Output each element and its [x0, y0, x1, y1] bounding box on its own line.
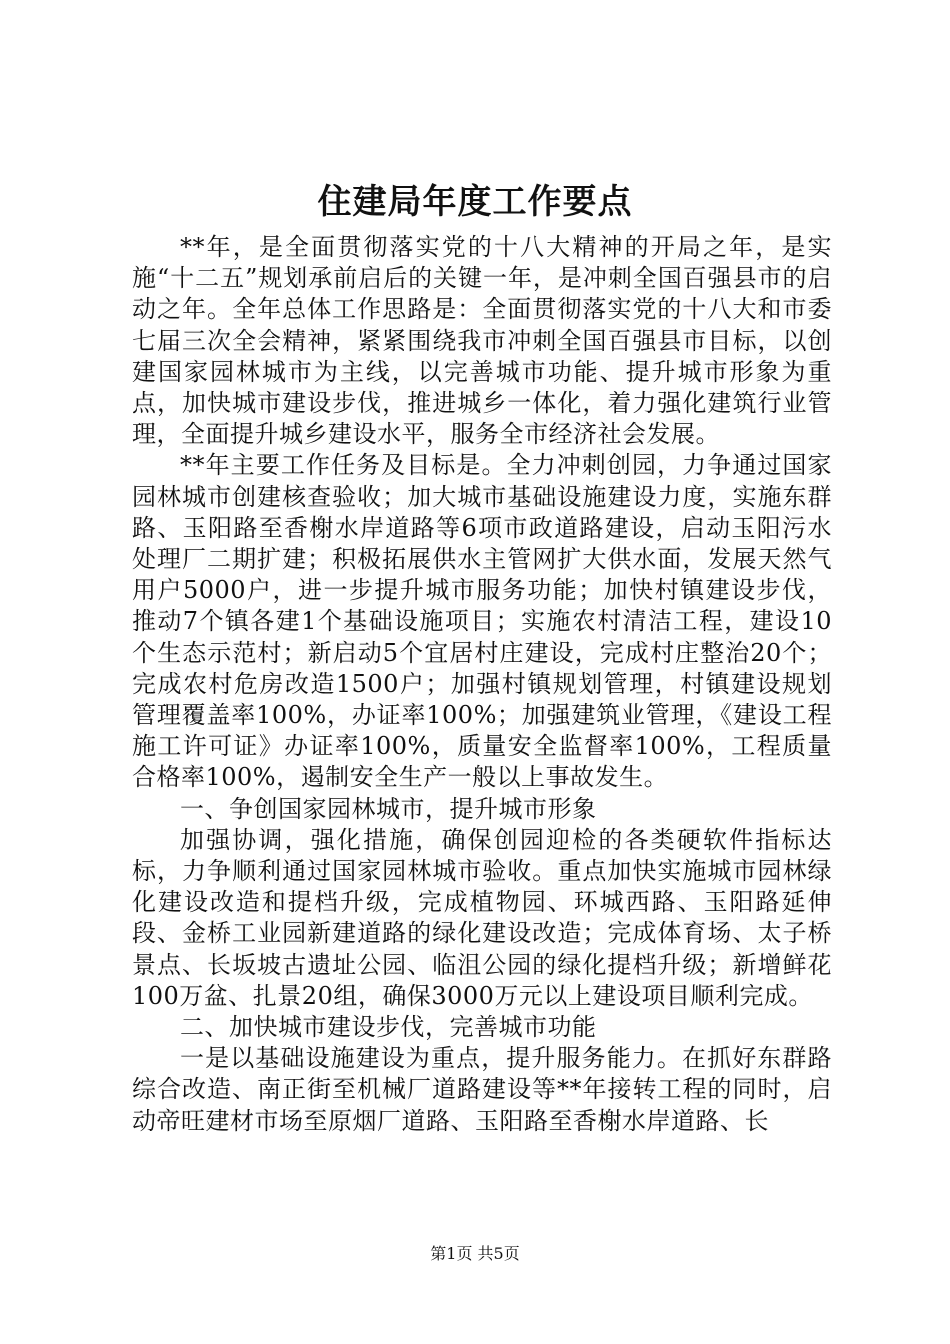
paragraph-section-1: 加强协调，强化措施，确保创园迎检的各类硬软件指标达标，力争顺利通过国家园林城市验收。重点加快实施城市园林绿化建设改造和提档升级，完成植物园、环城西路、玉阳路延伸段、金桥工业园新建道路的绿化建设改造；完成体育场、太子桥景点、长坂坡古遗址公园、临沮公园的绿化提档升级；新增鲜花100万盆、扎景20组，确保3000万元以上建设项目顺利完成。 — [132, 825, 832, 1010]
document-title: 住建局年度工作要点 — [317, 182, 633, 222]
paragraph-main-tasks: **年主要工作任务及目标是。全力冲刺创园，力争通过国家园林城市创建核查验收；加大城市基础设施建设力度，实施东群路、玉阳路至香榭水岸道路等6项市政道路建设，启动玉阳污水处理厂二期扩建；积极拓展供水主管网扩大供水面，发展天然气用户5000户，进一步提升城市服务功能；加快村镇建设步伐，推动7个镇各建1个基础设施项目；实施农村清洁工程，建设10个生态示范村；新启动5个宜居村庄建设，完成村庄整治20个；完成农村危房改造1500户；加强村镇规划管理，村镇建设规划管理覆盖率100%，办证率100%；加强建筑业管理，《建设工程施工许可证》办证率100%，质量安全监督率100%，工程质量合格率100%，遏制安全生产一般以上事故发生。 — [132, 451, 832, 792]
paragraph-section-2: 一是以基础设施建设为重点，提升服务能力。在抓好东群路综合改造、南正街至机械厂道路建设等**年接转工程的同时，启动帝旺建材市场至原烟厂道路、玉阳路至香榭水岸道路、长 — [132, 1044, 832, 1135]
document-body — [132, 232, 832, 1137]
section-heading-1: 一、争创国家园林城市，提升城市形象 — [180, 794, 597, 823]
section-heading-2: 二、加快城市建设步伐，完善城市功能 — [180, 1013, 597, 1042]
page-number-footer: 第1页 共5页 — [430, 1244, 520, 1263]
paragraph-intro: **年，是全面贯彻落实党的十八大精神的开局之年，是实施“十二五”规划承前启后的关键一年，是冲刺全国百强县市的启动之年。全年总体工作思路是：全面贯彻落实党的十八大和市委七届三次全会精神，紧紧围绕我市冲刺全国百强县市目标，以创建国家园林城市为主线，以完善城市功能、提升城市形象为重点，加快城市建设步伐，推进城乡一体化，着力强化建筑行业管理，全面提升城乡建设水平，服务全市经济社会发展。 — [132, 233, 832, 449]
